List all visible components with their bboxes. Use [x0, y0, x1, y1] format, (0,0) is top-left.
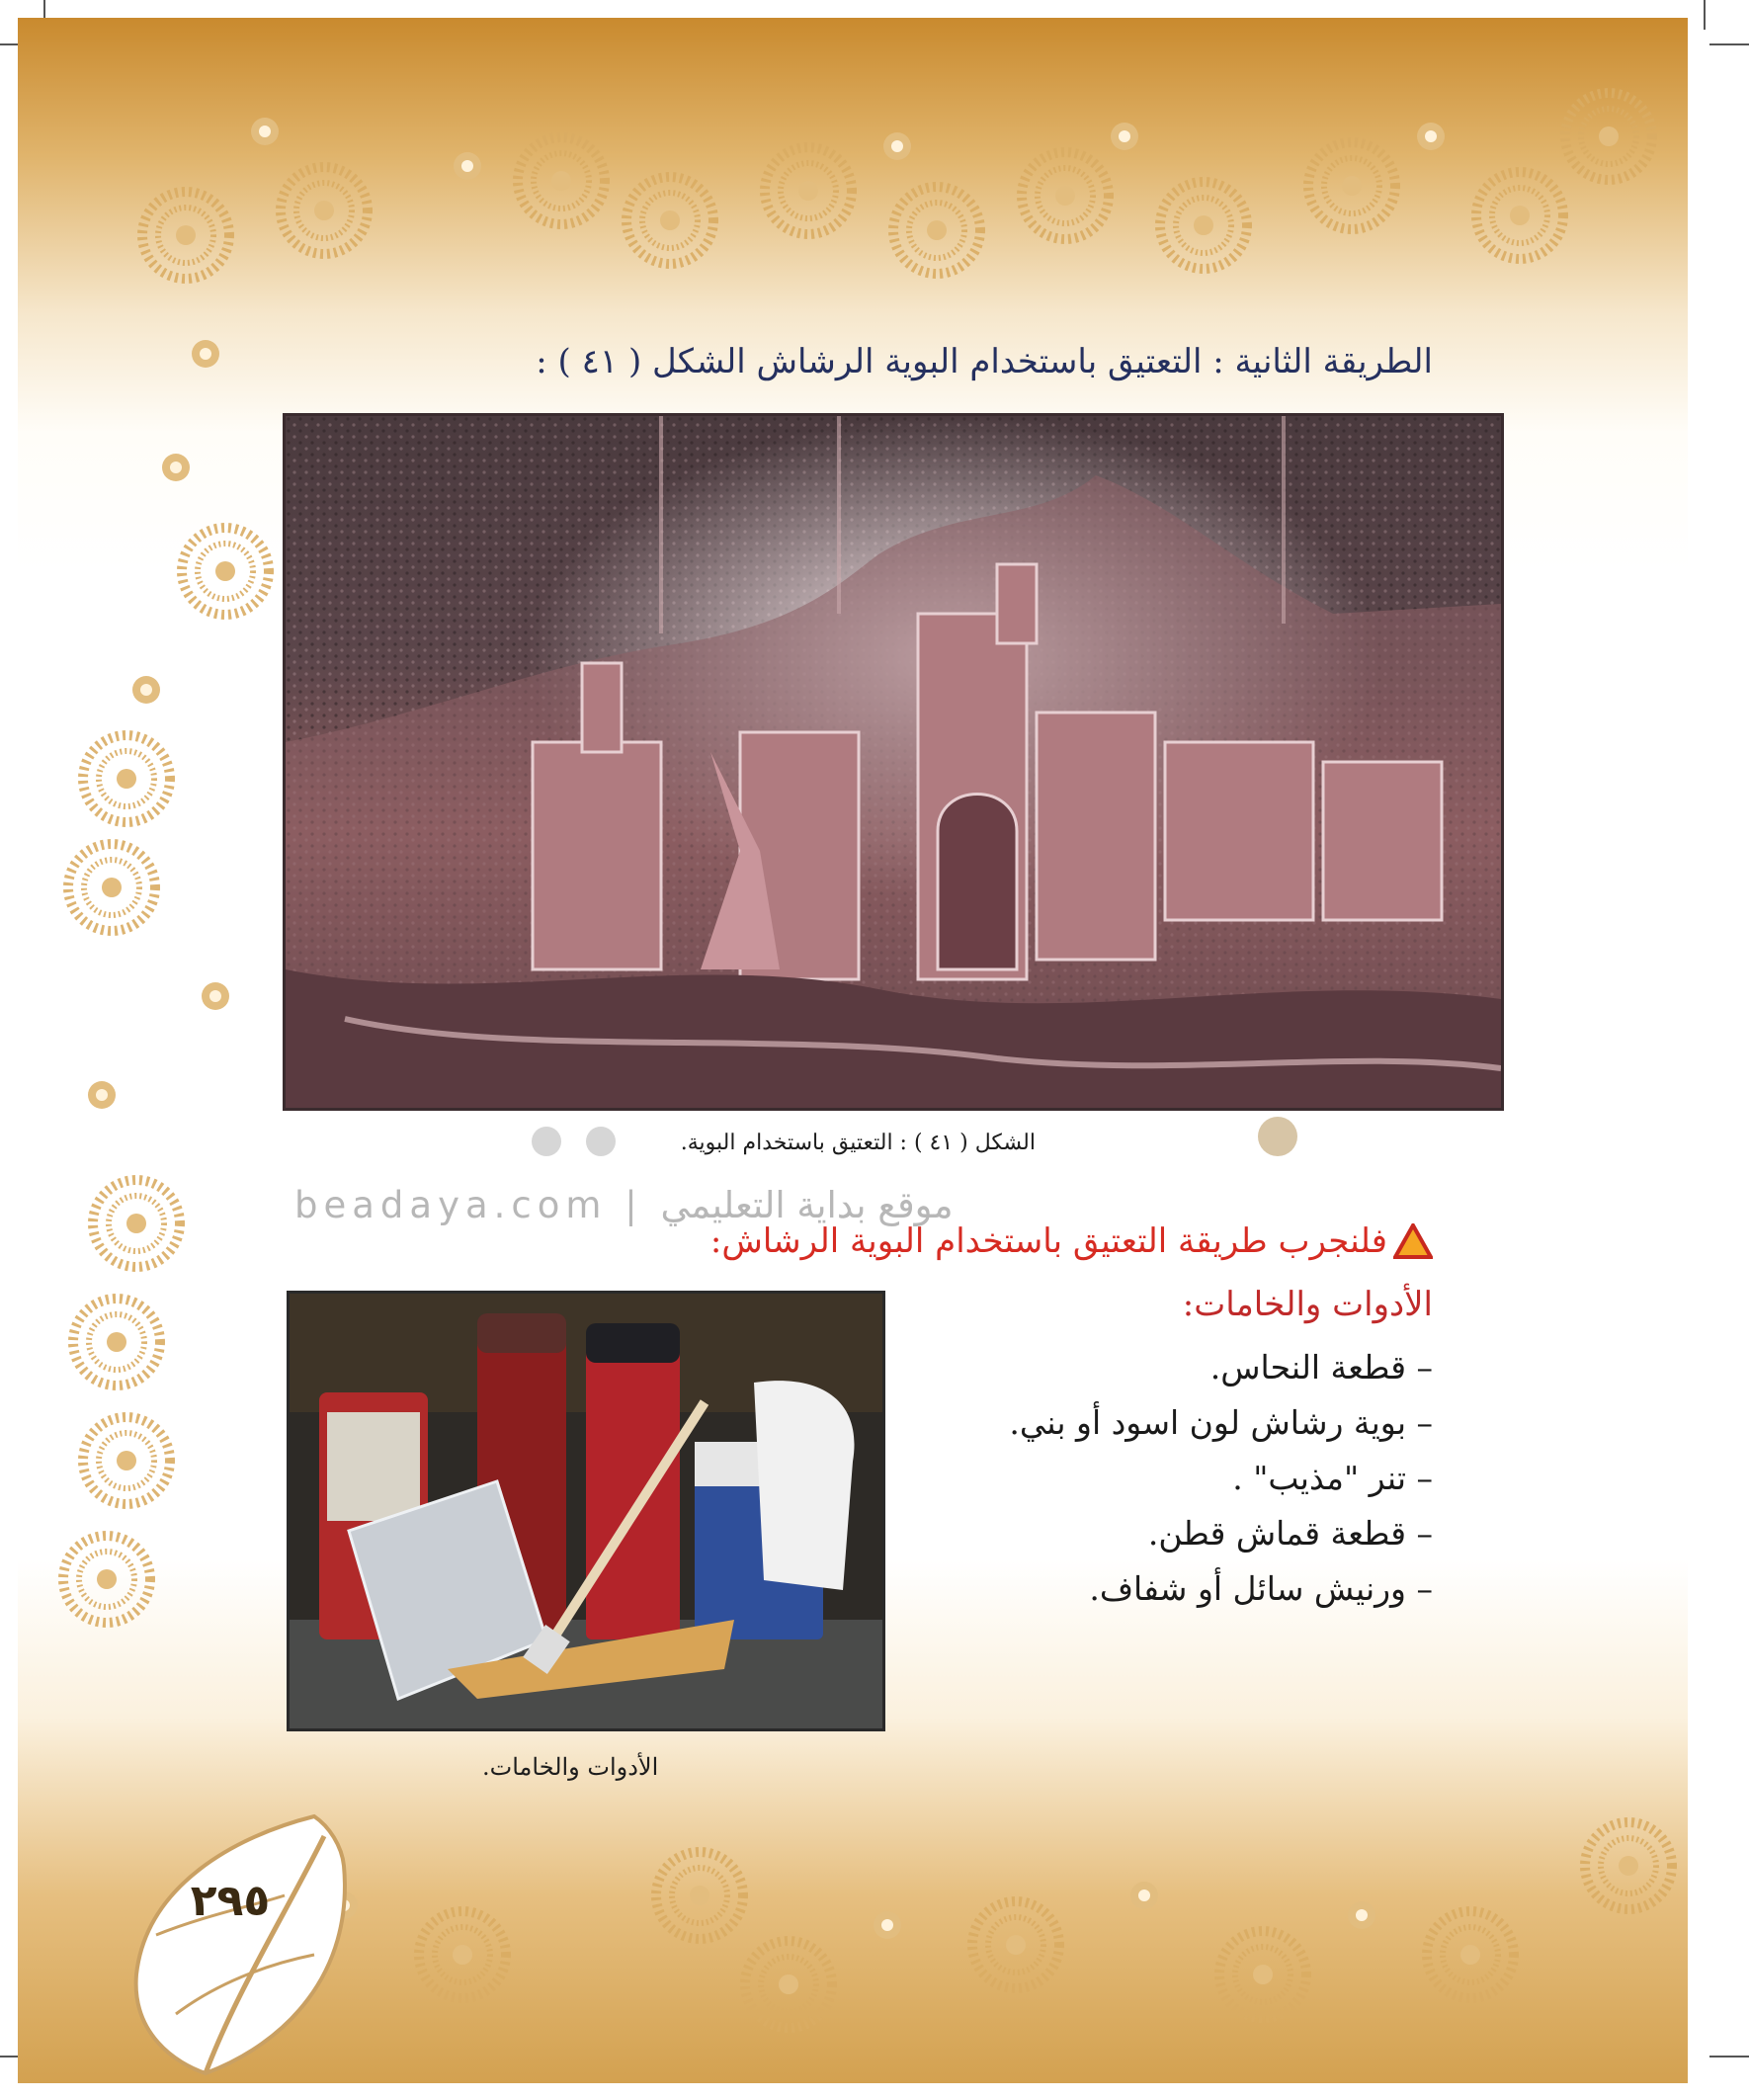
- tools-photo: [287, 1291, 885, 1731]
- figure-41-caption: الشكل ( ٤١ ) : التعتيق باستخدام البوية.: [680, 1131, 1036, 1155]
- watermark-dot: [532, 1127, 561, 1156]
- list-item: – قطعة النحاس.: [1209, 1348, 1433, 1386]
- tools-photo-caption: الأدوات والخامات.: [482, 1753, 659, 1781]
- list-item: – تنر "مذيب" .: [1232, 1459, 1433, 1497]
- page: [18, 18, 1688, 2083]
- section-heading: الطريقة الثانية : التعتيق باستخدام البوية الرشاش الشكل ( ٤١ ) :: [536, 342, 1433, 381]
- list-item: – ورنيش سائل أو شفاف.: [1089, 1569, 1433, 1608]
- list-item: – قطعة قماش قطن.: [1147, 1514, 1433, 1553]
- intro-line: [710, 1221, 1433, 1261]
- tools-list: [1009, 1340, 1433, 1617]
- watermark-dot: [1258, 1117, 1297, 1156]
- watermark-text: beadaya.com | موقع بداية التعليمي: [294, 1184, 954, 1226]
- warning-triangle-icon: [1393, 1223, 1433, 1259]
- page-number: ٢٩٥: [190, 1876, 271, 1926]
- figure-41-photo: [283, 413, 1504, 1111]
- list-item: – بوية رشاش لون اسود أو بني.: [1009, 1403, 1433, 1442]
- tools-title: الأدوات والخامات:: [1182, 1285, 1433, 1324]
- leaf-ornament: [117, 1797, 374, 2083]
- intro-text: فلنجرب طريقة التعتيق باستخدام البوية الرشاش:: [709, 1221, 1387, 1261]
- watermark-dot: [586, 1127, 616, 1156]
